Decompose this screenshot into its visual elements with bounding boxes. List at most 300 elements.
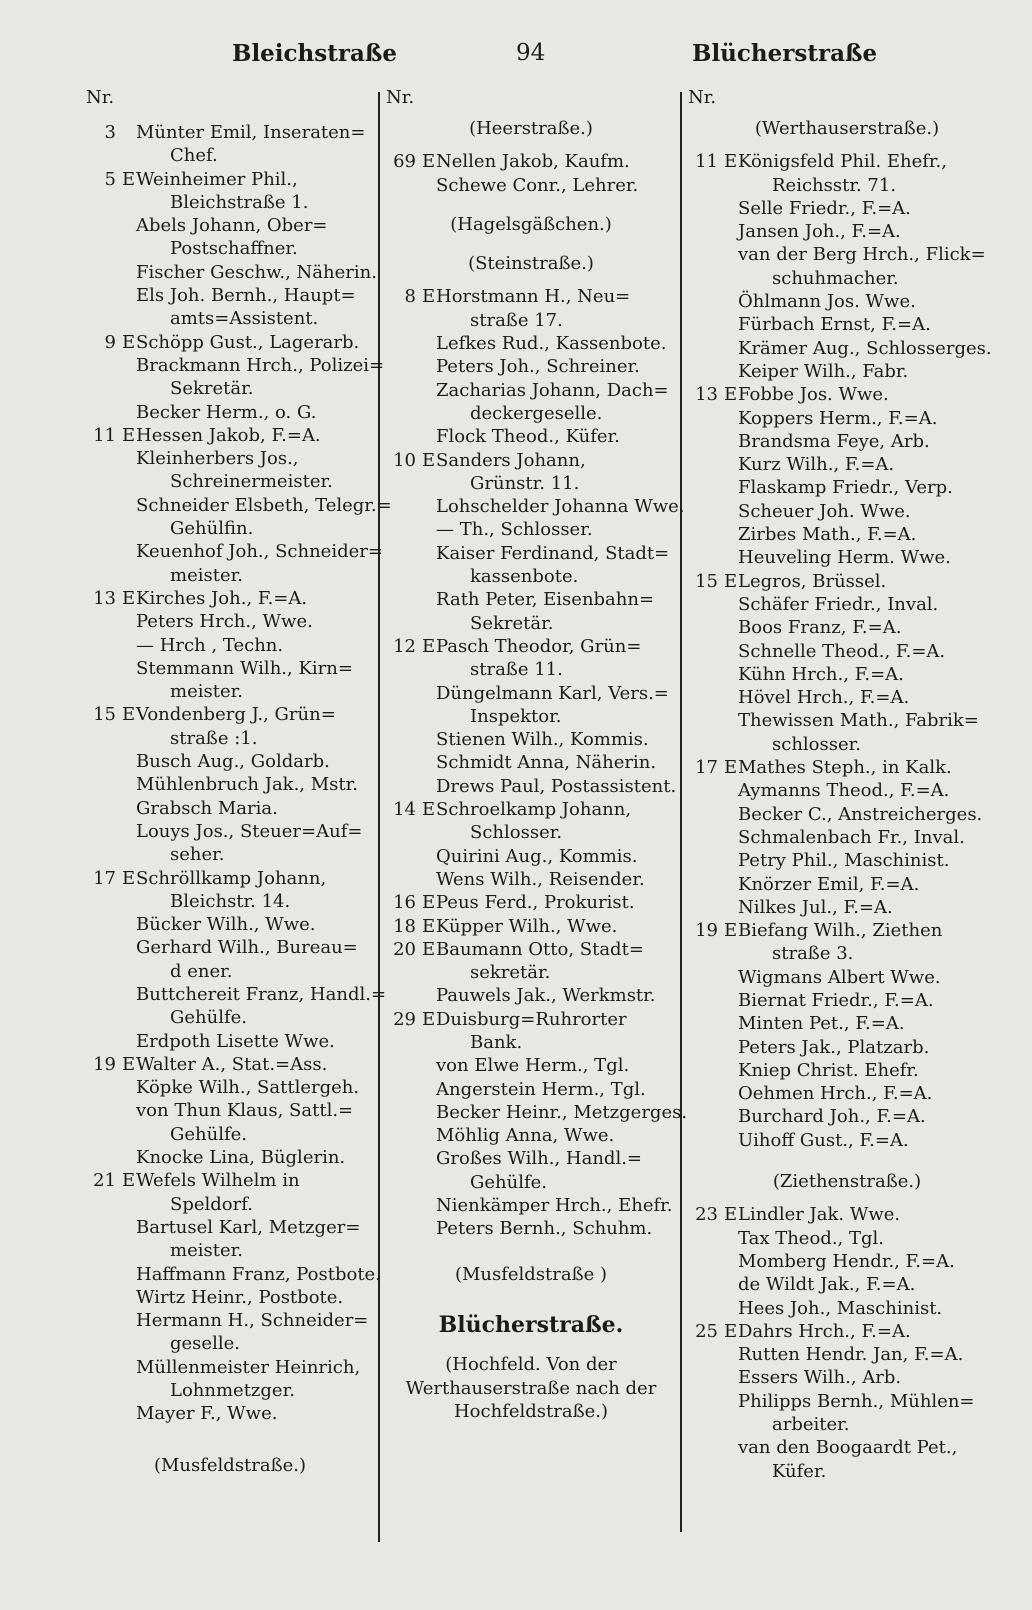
resident-line: Becker Heinr., Metzgerges. [436,1101,688,1123]
resident-text [436,984,676,1007]
resident-text [136,540,383,587]
resident-text [738,616,1006,639]
resident-line: Grabsch Maria. [136,797,278,819]
directory-entry [386,174,676,197]
resident-line: Fürbach Ernst, F.=A. [738,314,931,336]
directory-entry [688,989,1006,1012]
nr-label: Nr. [86,87,115,108]
directory-entry [386,1078,676,1101]
resident-line: meister. [170,681,243,703]
resident-text [738,919,1006,966]
owner-mark: E [422,799,436,821]
resident-text [436,845,676,868]
resident-line: Quirini Aug., Kommis. [436,845,638,867]
directory-entry [688,313,1006,336]
resident-line: Öhlmann Jos. Wwe. [738,291,916,313]
resident-line: Münter Emil, Inseraten= [136,122,366,143]
street-heading: (Ziethenstraße.) [772,1171,922,1193]
resident-line: Lohschelder Johanna Wwe. [436,496,685,518]
resident-line: Biernat Friedr., F.=A. [738,989,934,1011]
resident-text [738,1436,1006,1483]
directory-entry [688,1059,1006,1082]
resident-line: Rath Peter, Eisenbahn= [436,589,655,611]
owner-mark: E [422,449,436,471]
resident-text [136,1053,374,1076]
resident-line: Knörzer Emil, F.=A. [738,873,920,895]
directory-entry [86,1076,374,1099]
resident-text [738,709,1006,756]
house-number: 10 [393,449,416,471]
resident-text [436,542,676,589]
directory-entry [688,1297,1006,1320]
resident-line: Küfer. [772,1460,827,1482]
directory-entry [86,936,374,983]
resident-text [738,593,1006,616]
resident-line: Duisburg=Ruhrorter [436,1008,627,1030]
resident-text [136,1099,374,1146]
resident-line: Mayer F., Wwe. [136,1403,278,1425]
resident-line: Zacharias Johann, Dach= [436,379,669,401]
resident-line: Legros, Brüssel. [738,570,887,592]
resident-text [136,1263,381,1286]
resident-line: Minten Pet., F.=A. [738,1013,905,1035]
directory-entry [688,1436,1006,1483]
resident-line: Tax Theod., Tgl. [738,1227,884,1249]
house-number: 15 [93,704,116,726]
resident-text [738,1320,1006,1343]
resident-line: Wigmans Albert Wwe. [738,966,941,988]
directory-entry [688,593,1006,616]
street-heading: (Heerstraße.) [469,118,593,139]
resident-line: Fischer Geschw., Näherin. [136,261,377,283]
directory-entry [86,797,374,820]
resident-text [136,1216,374,1263]
resident-line: Nilkes Jul., F.=A. [738,896,893,918]
resident-line: van den Boogaardt Pet., [738,1437,958,1459]
resident-line: Kaiser Ferdinand, Stadt= [436,542,670,564]
resident-text [136,447,374,494]
directory-entry [386,150,676,173]
owner-mark: E [422,635,436,657]
resident-line: Pasch Theodor, Grün= [436,635,642,657]
resident-line: Peters Hrch., Wwe. [136,611,313,633]
directory-entry [386,379,676,426]
page-number: 94 [516,40,546,66]
directory-entry [386,449,676,496]
resident-text [136,494,392,541]
resident-line: Lohnmetzger. [170,1380,295,1402]
directory-entry [386,332,676,355]
owner-mark: E [422,938,436,960]
column-2-entries-b [386,285,688,1240]
directory-entry [86,284,374,331]
resident-text [136,1356,374,1403]
resident-line: Schröllkamp Johann, [136,867,327,889]
resident-text [436,518,676,541]
header-left-street: Bleichstraße [232,40,397,67]
resident-text [738,1227,1006,1250]
directory-entry [86,983,387,1030]
directory-entry [688,1320,1006,1343]
house-number: 19 [93,1053,116,1075]
resident-line: Mathes Steph., in Kalk. [738,757,952,779]
resident-line: Weinheimer Phil., [136,168,298,190]
house-number: 21 [93,1170,116,1192]
house-number: 5 [104,168,116,190]
resident-line: Bleichstr. 14. [170,890,291,912]
resident-line: Chef. [170,145,218,167]
house-number: 17 [93,867,116,889]
owner-mark: E [122,704,136,726]
resident-line: Becker Herm., o. G. [136,401,317,423]
directory-entry [688,896,1006,919]
resident-line: von Thun Klaus, Sattl.= [136,1100,354,1122]
resident-text [436,1217,676,1240]
directory-entry [386,682,676,729]
resident-line: Bank. [470,1031,523,1053]
resident-text [738,360,1006,383]
resident-text [436,868,676,891]
directory-entry [386,425,676,448]
resident-text [738,1036,1006,1059]
resident-line: Schewe Conr., Lehrer. [436,174,639,196]
resident-text [436,379,676,426]
resident-text [436,1147,676,1194]
resident-text [136,424,374,447]
column-divider-1 [378,92,380,1542]
directory-entry [688,966,1006,989]
directory-entry [688,640,1006,663]
nr-label: Nr. [688,87,717,108]
resident-text [738,1129,1006,1152]
directory-entry [86,261,377,284]
resident-line: Schroelkamp Johann, [436,799,632,821]
directory-entry [688,1250,1006,1273]
directory-entry [688,243,1006,290]
resident-line: de Wildt Jak., F.=A. [738,1274,916,1296]
resident-text [436,285,676,332]
house-number: 12 [393,635,416,657]
resident-text [136,867,374,914]
resident-text [738,500,1006,523]
owner-mark: E [724,1320,738,1342]
house-number: 18 [393,915,416,937]
resident-line: Lefkes Rud., Kassenbote. [436,333,667,355]
resident-line: Selle Friedr., F.=A. [738,197,911,219]
directory-entry [688,430,1006,453]
directory-entry [386,518,676,541]
directory-entry [688,1082,1006,1105]
resident-text [136,1309,374,1356]
directory-entry [688,616,1006,639]
directory-entry [86,401,374,424]
owner-mark: E [724,151,738,173]
section-subtitle [386,1353,676,1423]
resident-text [436,425,676,448]
directory-entry [86,1263,381,1286]
resident-line: Kirches Joh., F.=A. [136,587,308,609]
resident-line: Schöpp Gust., Lagerarb. [136,331,360,353]
column-3-entries-a [688,150,1006,1152]
resident-text [436,728,676,751]
directory-entry [386,938,676,985]
directory-entry [688,1105,1006,1128]
column-2 [386,86,688,1423]
resident-line: Inspektor. [470,705,562,727]
directory-entry [386,984,676,1007]
directory-entry [688,546,1006,569]
resident-line: Schneider Elsbeth, Telegr.= [136,494,392,516]
nr-label: Nr. [386,87,415,108]
directory-entry [688,803,1006,826]
resident-line: straße 11. [470,659,563,681]
resident-line: Möhlig Anna, Wwe. [436,1125,615,1147]
resident-line: kassenbote. [470,566,579,588]
resident-line: Gehülfe. [170,1007,248,1029]
resident-text [136,820,374,867]
resident-line: Thewissen Math., Fabrik= [738,710,979,732]
resident-text [436,355,676,378]
resident-line: Sekretär. [470,612,554,634]
resident-line: Haffmann Franz, Postbote. [136,1263,381,1285]
directory-entry [688,919,1006,966]
resident-text [738,383,1006,406]
resident-line: Wens Wilh., Reisender. [436,868,645,890]
directory-entry [86,424,374,447]
resident-line: Postschaffner. [170,238,298,260]
resident-line: Müllenmeister Heinrich, [136,1356,361,1378]
house-number: 29 [393,1008,416,1030]
resident-line: Gehülfe. [470,1171,548,1193]
directory-entry [386,1147,676,1194]
resident-text [136,214,374,261]
directory-entry [86,1309,374,1356]
resident-line: Angerstein Herm., Tgl. [436,1078,646,1100]
house-number: 69 [393,151,416,173]
resident-text [136,261,377,284]
resident-line: Schnelle Theod., F.=A. [738,640,946,662]
resident-line: Reichsstr. 71. [772,174,897,196]
resident-line: seher. [170,844,225,866]
resident-text [136,1076,374,1099]
resident-line: Rutten Hendr. Jan, F.=A. [738,1344,964,1366]
directory-entry [86,1030,374,1053]
resident-line: van der Berg Hrch., Flick= [738,244,986,266]
resident-line: Essers Wilh., Arb. [738,1367,902,1389]
resident-text [738,1343,1006,1366]
resident-text [436,1124,676,1147]
directory-entry [688,220,1006,243]
resident-text [436,915,676,938]
resident-line: Momberg Hendr., F.=A. [738,1250,955,1272]
resident-line: von Elwe Herm., Tgl. [436,1055,630,1077]
directory-entry [86,214,374,261]
owner-mark: E [724,1204,738,1226]
resident-text [136,703,374,750]
resident-line: arbeiter. [772,1414,850,1436]
directory-entry [688,290,1006,313]
resident-text [738,989,1006,1012]
directory-entry [386,845,676,868]
directory-entry [386,1217,676,1240]
directory-entry [688,1366,1006,1389]
resident-text [136,657,374,704]
directory-entry [386,542,676,589]
directory-entry [86,1286,374,1309]
resident-line: Gerhard Wilh., Bureau= [136,937,358,959]
resident-line: Kniep Christ. Ehefr. [738,1059,919,1081]
resident-line: Peters Jak., Platzarb. [738,1036,930,1058]
resident-line: deckergeselle. [470,402,603,424]
resident-text [738,337,1006,360]
directory-entry [688,1227,1006,1250]
subtitle-line: Hochfeldstraße.) [453,1400,609,1422]
resident-text [738,1082,1006,1105]
resident-line: meister. [170,564,243,586]
house-number: 16 [393,892,416,914]
house-number: 11 [695,151,718,173]
owner-mark: E [122,867,136,889]
section-title: Blücherstraße. [438,1311,624,1338]
resident-text [136,750,374,773]
house-number: 14 [393,799,416,821]
header-right-street: Blücherstraße [692,40,878,67]
resident-text [436,332,676,355]
resident-text [436,635,676,682]
directory-entry [688,779,1006,802]
resident-text [436,751,676,774]
resident-line: straße 17. [470,309,563,331]
resident-line: Baumann Otto, Stadt= [436,938,644,960]
owner-mark: E [122,331,136,353]
directory-entry [86,820,374,867]
directory-entry [688,197,1006,220]
street-heading: (Steinstraße.) [468,253,594,275]
directory-entry [386,915,676,938]
resident-text [136,773,374,796]
directory-entry [688,686,1006,709]
subtitle-line: (Hochfeld. Von der [445,1354,617,1376]
resident-line: Hees Joh., Maschinist. [738,1297,943,1319]
resident-text [436,1054,676,1077]
resident-text [436,588,676,635]
resident-text [436,938,676,985]
directory-entry [688,709,1006,756]
resident-line: Els Joh. Bernh., Haupt= [136,285,356,307]
resident-line: meister. [170,1240,243,1262]
directory-entry [688,150,1006,197]
resident-line: Hermann H., Schneider= [136,1310,369,1332]
resident-line: Nienkämper Hrch., Ehefr. [436,1195,673,1217]
street-heading: (Musfeldstraße ) [454,1263,608,1285]
owner-mark: E [122,1053,136,1075]
directory-entry [386,1124,676,1147]
house-number: 25 [695,1320,718,1342]
resident-line: Gehülfin. [170,518,254,540]
house-number: 23 [695,1204,718,1226]
column-2-entries-a [386,150,676,197]
resident-text [436,682,676,729]
directory-entry [688,756,1006,779]
owner-mark: E [422,151,436,173]
resident-line: Köpke Wilh., Sattlergeh. [136,1077,360,1099]
resident-text [136,168,374,215]
resident-line: — Th., Schlosser. [436,519,593,541]
resident-text [738,663,1006,686]
resident-text [738,523,1006,546]
resident-line: Krämer Aug., Schlosserges. [738,337,992,359]
owner-mark: E [122,424,136,446]
resident-text [136,1030,374,1053]
resident-text [738,1012,1006,1035]
resident-line: Walter A., Stat.=Ass. [136,1053,328,1075]
resident-line: Kleinherbers Jos., [136,448,299,470]
resident-line: Boos Franz, F.=A. [738,617,902,639]
directory-entry [86,447,374,494]
directory-entry [688,1203,1006,1226]
resident-text [738,756,1006,779]
resident-line: Oehmen Hrch., F.=A. [738,1083,933,1105]
directory-entry [386,1101,688,1124]
directory-entry [688,500,1006,523]
resident-text [436,1008,676,1055]
resident-text [436,174,676,197]
directory-entry [688,1036,1006,1059]
resident-line: Abels Johann, Ober= [136,215,328,237]
resident-line: Königsfeld Phil. Ehefr., [738,151,948,173]
resident-line: Fobbe Jos. Wwe. [738,384,889,406]
directory-entry [86,750,374,773]
resident-line: Mühlenbruch Jak., Mstr. [136,774,359,796]
street-heading: (Musfeldstraße.) [153,1454,307,1476]
resident-text [436,798,676,845]
resident-line: Keuenhof Joh., Schneider= [136,541,383,563]
resident-text [738,849,1006,872]
resident-text [738,546,1006,569]
resident-text [738,570,1006,593]
resident-text [738,243,1006,290]
directory-entry [386,1008,676,1055]
resident-text [738,150,1006,197]
house-number: 13 [93,587,116,609]
owner-mark: E [122,168,136,190]
resident-line: Düngelmann Karl, Vers.= [436,682,669,704]
resident-line: Sekretär. [170,378,254,400]
resident-line: straße 3. [772,943,854,965]
directory-entry [688,1012,1006,1035]
resident-text [436,495,685,518]
house-number: 17 [695,757,718,779]
resident-line: Erdpoth Lisette Wwe. [136,1030,335,1052]
directory-entry [86,867,374,914]
directory-entry [86,913,374,936]
resident-text [136,331,374,354]
resident-text [738,313,1006,336]
resident-line: Buttchereit Franz, Handl.= [136,983,387,1005]
resident-text [136,354,384,401]
resident-text [136,1169,374,1216]
directory-entry [386,635,676,682]
resident-line: schuhmacher. [772,267,899,289]
resident-line: Sanders Johann, [436,449,586,471]
directory-entry [86,773,374,796]
resident-text [738,803,1006,826]
resident-text [738,640,1006,663]
column-divider-2 [680,92,682,1532]
resident-text [738,1059,1006,1082]
owner-mark: E [724,920,738,942]
owner-mark: E [724,384,738,406]
